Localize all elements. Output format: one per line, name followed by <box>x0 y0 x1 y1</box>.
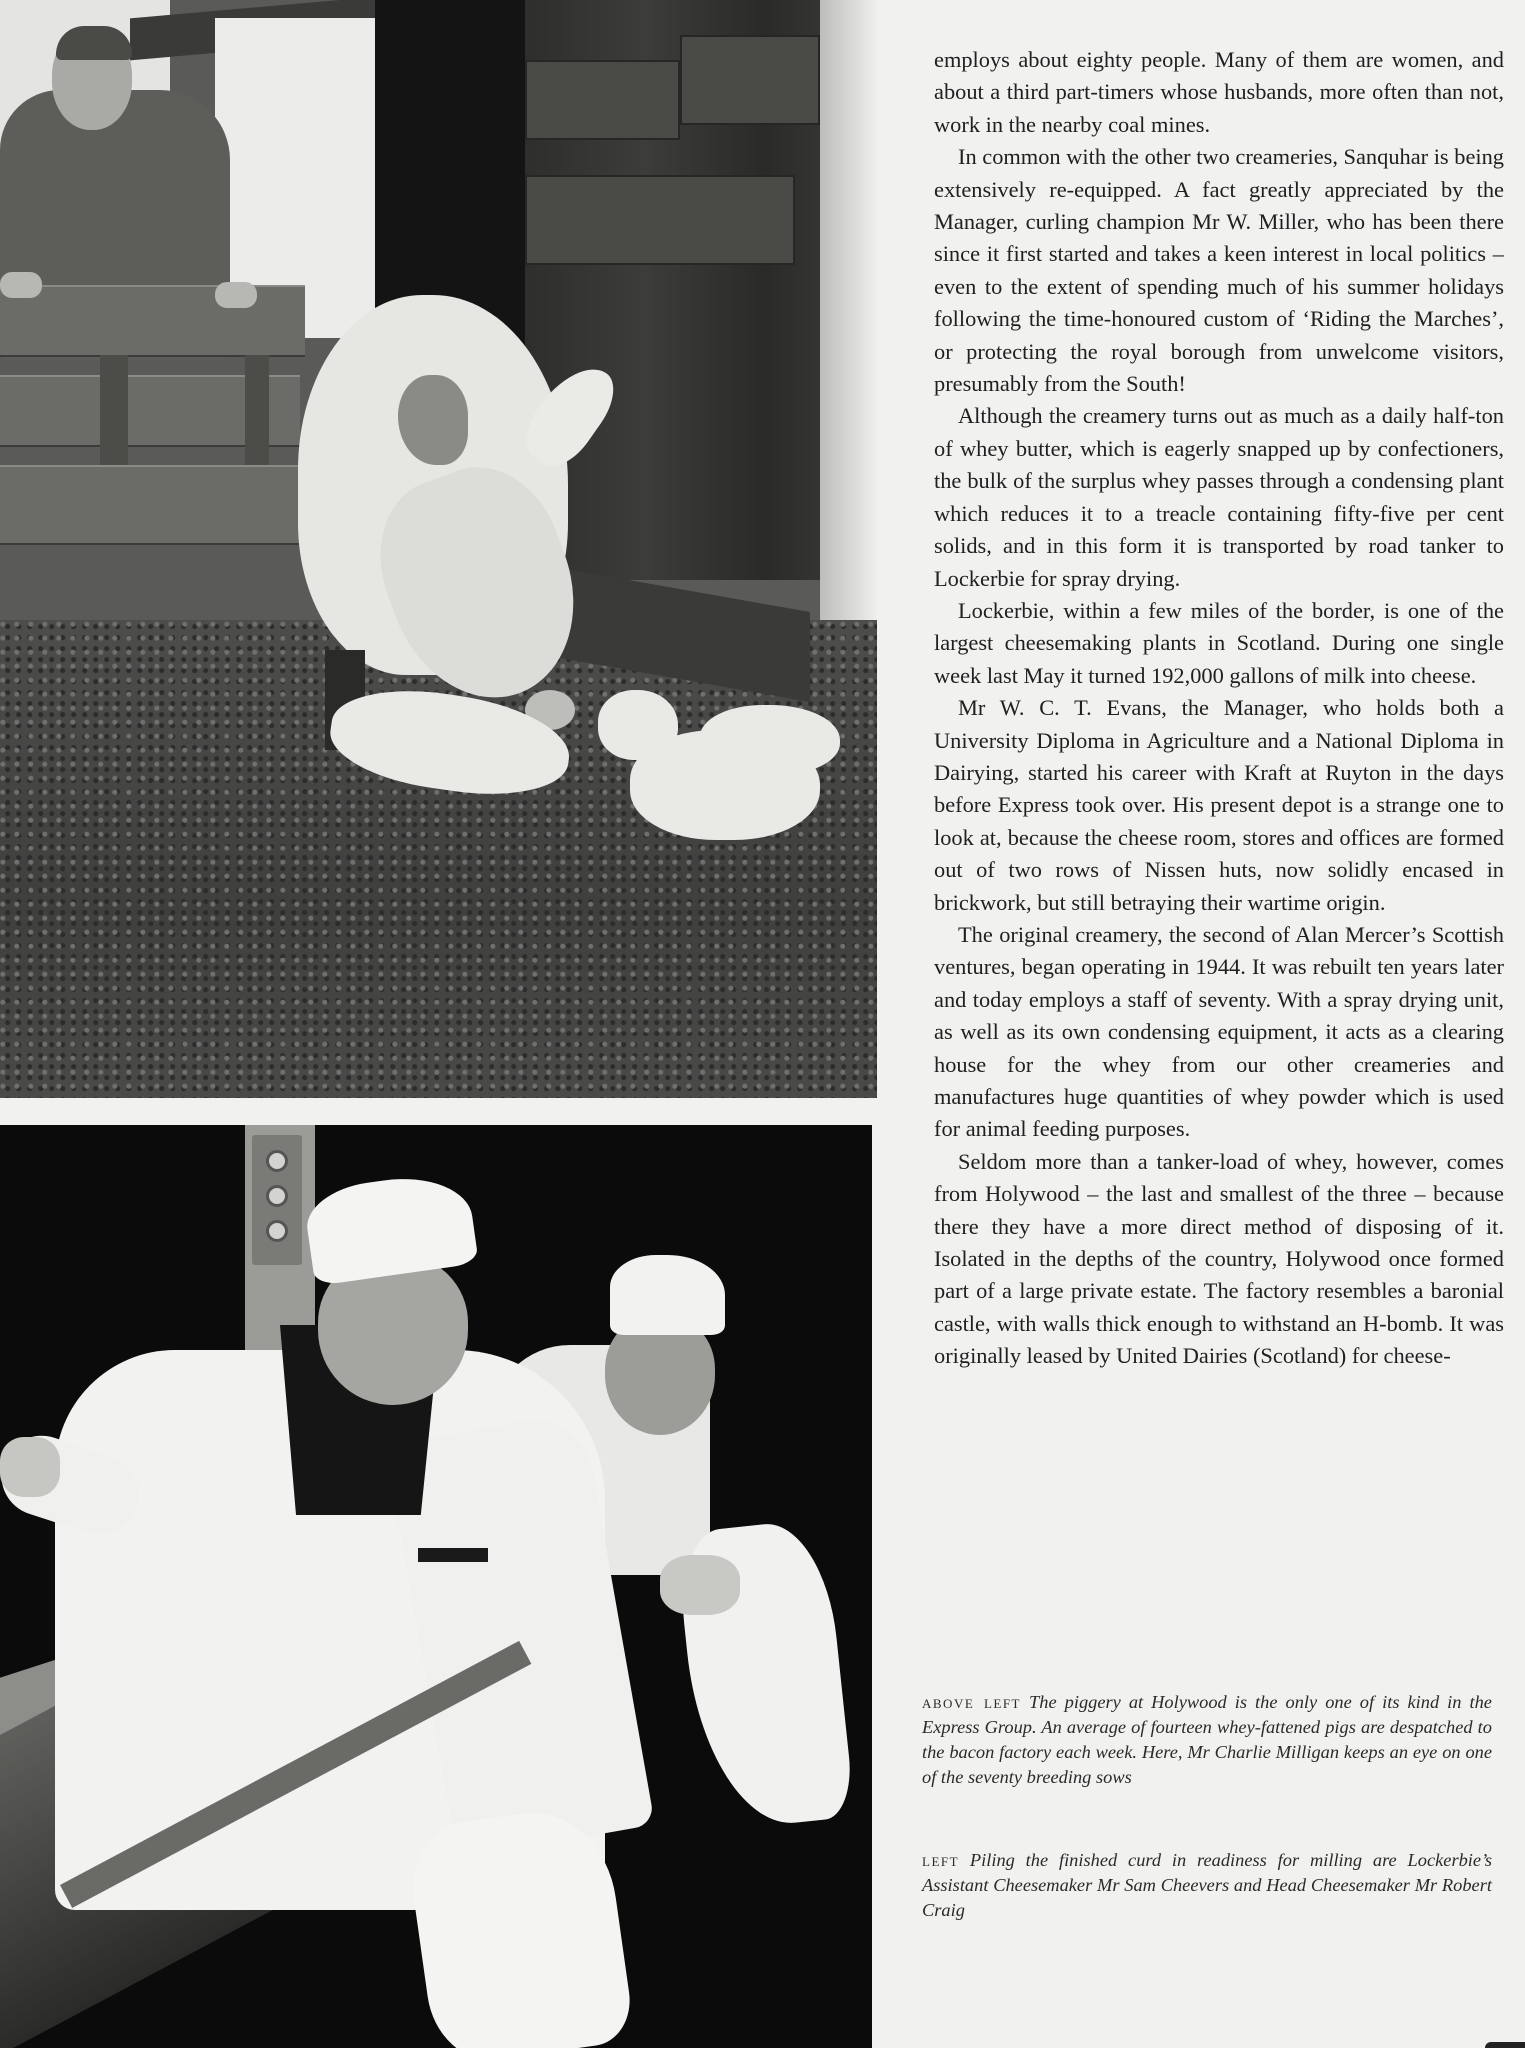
caption-text: Piling the finished curd in readiness for milling are Lockerbie’s Assistant Cheesemaker Mr Sam Cheevers and Head Cheesemaker Mr Robert Craig <box>922 1850 1492 1920</box>
article-paragraph: Although the creamery turns out as much as a daily half-ton of whey butter, which is eagerly snapped up by confectioners, the bulk of the surplus whey passes through a condensing plant which reduces it to a treacle containing fifty-five per cent solids, and in this form it is transported by road tanker to Lockerbie for spray drying. <box>934 403 1504 591</box>
photo-grass <box>0 620 877 1098</box>
article-paragraph: Lockerbie, within a few miles of the border, is one of the largest cheesemaking plants in Scotland. During one single week last May it turned 192,000 gallons of milk into cheese. <box>934 597 1504 688</box>
photo-piglet <box>700 705 840 775</box>
photo-control-knob <box>266 1150 288 1172</box>
photo-fence-post <box>100 355 128 465</box>
photo-fence-rail <box>0 465 320 545</box>
photo-first-man-cap <box>302 1169 479 1286</box>
photo-piggery <box>0 0 877 1098</box>
article-paragraph: Mr W. C. T. Evans, the Manager, who holds both a University Diploma in Agriculture and a National Diploma in Dairying, started his career with Kraft at Ruyton in the days before Express took over. His present depot is a strange one to look at, because the cheese room, stores and offices are formed out of two rows of Nissen huts, now solidly encased in brickwork, but still betraying their wartime origin. <box>934 695 1504 915</box>
page-corner-shadow <box>1485 2042 1525 2048</box>
photo-second-man-hand <box>660 1555 740 1615</box>
caption-left <box>922 1848 1492 1923</box>
photo-control-knob <box>266 1185 288 1207</box>
photo-fence-post <box>245 355 269 465</box>
article-paragraph: In common with the other two creameries, Sanquhar is being extensively re-equipped. A fact greatly appreciated by the Manager, curling champion Mr W. Miller, who has been there since it first started and takes a keen interest in local politics – even to the extent of spending much of his summer holidays following the time-honoured custom of ‘Riding the Marches’, or protecting the royal borough from unwelcome visitors, presumably from the South! <box>934 144 1504 397</box>
photo-man-hand <box>215 282 257 308</box>
caption-label: above left <box>922 1692 1021 1713</box>
caption-text: The piggery at Holywood is the only one of its kind in the Express Group. An average of fourteen whey-fattened pigs are despatched to the bacon factory each week. Here, Mr Charlie Milligan keeps an eye on one of the seventy breeding sows <box>922 1692 1492 1787</box>
article-paragraph: Seldom more than a tanker-load of whey, however, comes from Holywood – the last and smallest of the three – because there they have a more direct method of disposing of it. Isolated in the depths of the country, Holywood once formed part of a large private estate. The factory resembles a baronial castle, with walls thick enough to withstand an H-bomb. It was originally leased by United Dairies (Scotland) for cheese- <box>934 1148 1504 1369</box>
photo-man-hair <box>56 26 132 60</box>
photo-first-man-hand <box>0 1437 60 1497</box>
article-body <box>934 44 1504 1373</box>
photo-coat-pocket <box>418 1548 488 1562</box>
photo-fence-rail <box>0 285 305 357</box>
article-paragraph: The original creamery, the second of Alan Mercer’s Scottish ventures, began operating in 1944. It was rebuilt ten years later and today employs a staff of seventy. With a spray drying unit, as well as its own condensing equipment, it acts as a clearing house for the whey from our other creameries and manufactures huge quantities of whey powder which is used for animal feeding purposes. <box>934 921 1504 1142</box>
photo-door-plank <box>680 35 820 125</box>
photo-door-plank <box>525 175 795 265</box>
caption-above-left <box>922 1690 1492 1790</box>
photo-man-hand <box>0 272 42 298</box>
article-paragraph: employs about eighty people. Many of them are women, and about a third part-timers whose husbands, more often than not, work in the nearby coal mines. <box>934 47 1504 137</box>
caption-label: left <box>922 1850 960 1871</box>
photo-second-man-cap <box>610 1255 725 1335</box>
photo-cheesemakers <box>0 1125 872 2048</box>
photo-door-plank <box>525 60 680 140</box>
photo-control-knob <box>266 1220 288 1242</box>
